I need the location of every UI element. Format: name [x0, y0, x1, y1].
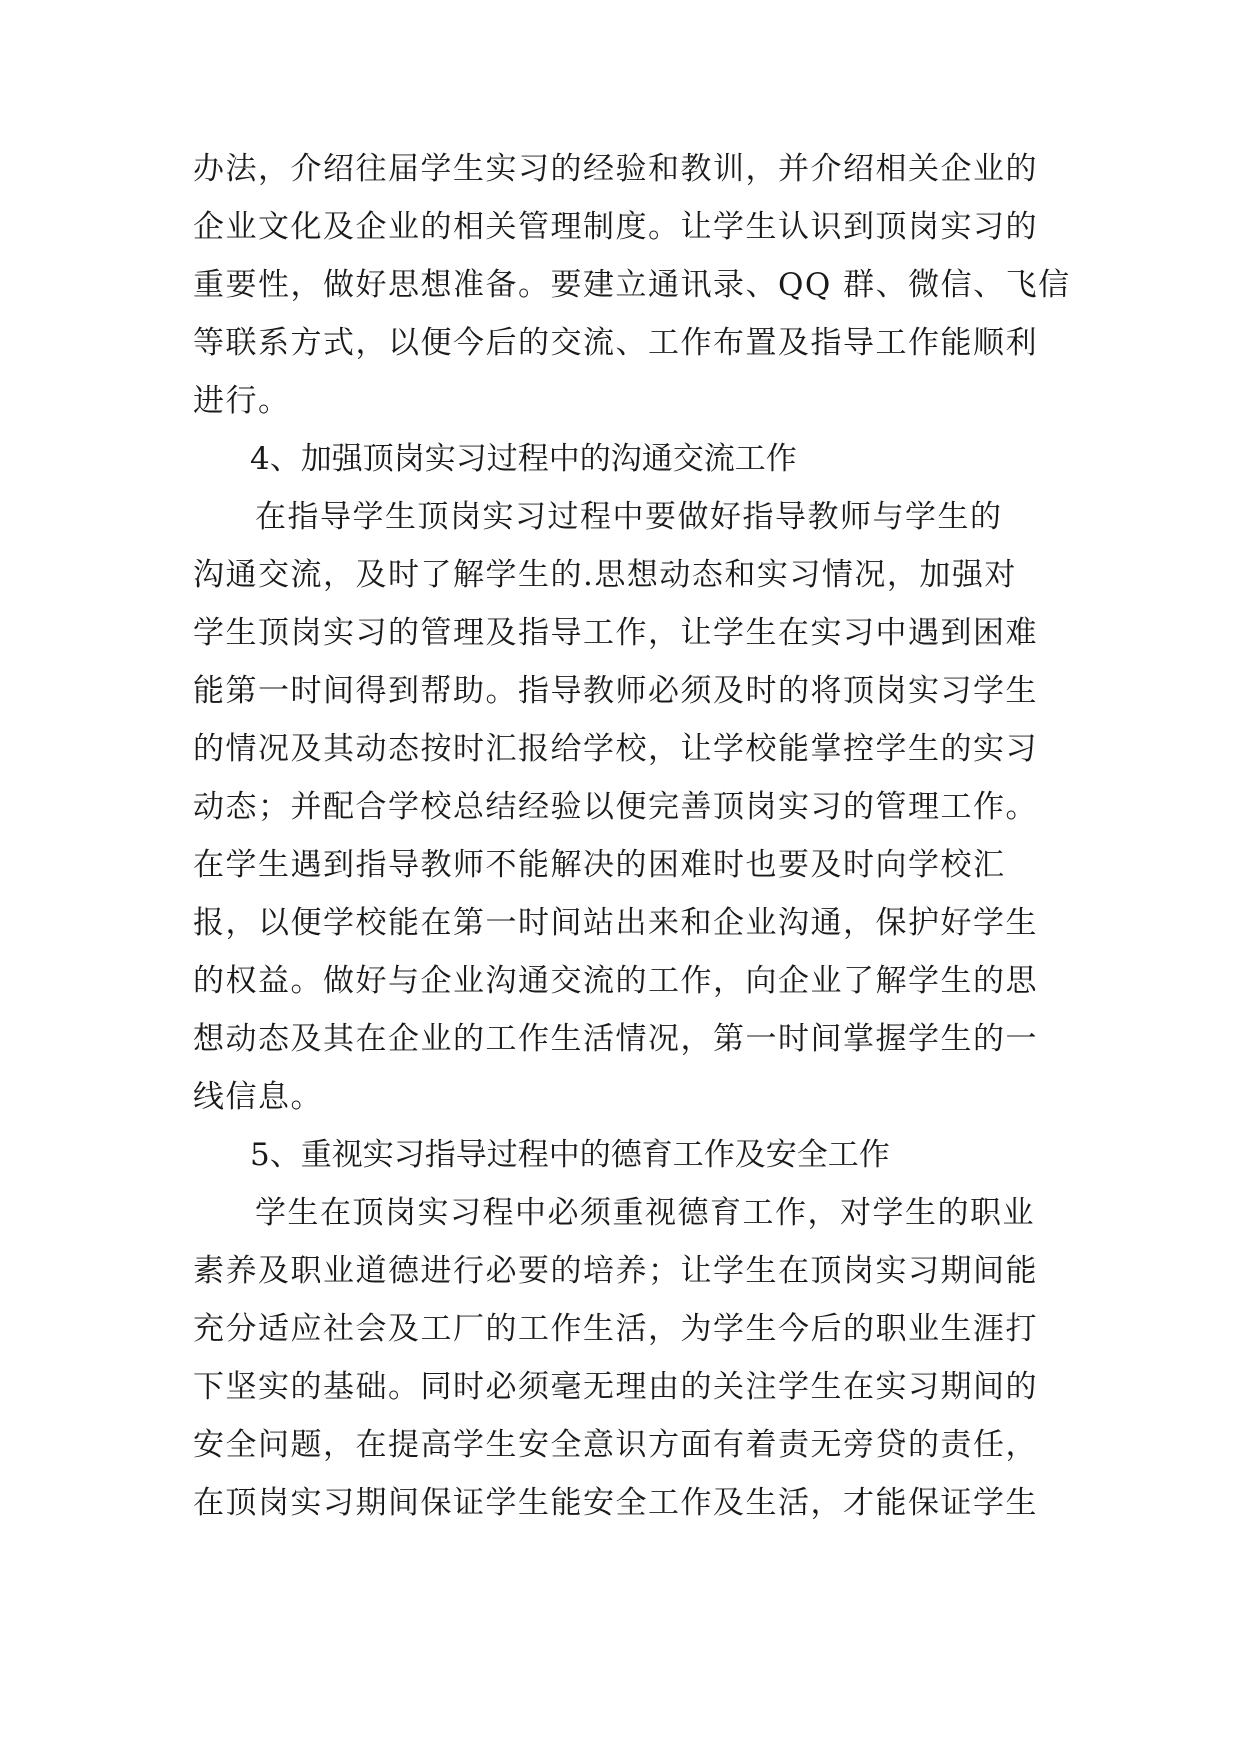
body-text-line: 能第一时间得到帮助。指导教师必须及时的将顶岗实习学生 — [193, 673, 1038, 709]
body-text-line: 办法，介绍往届学生实习的经验和教训，并介绍相关企业的 — [193, 151, 1038, 187]
body-text-line: 充分适应社会及工厂的工作生活，为学生今后的职业生涯打 — [193, 1311, 1038, 1347]
body-text-line: 想动态及其在企业的工作生活情况，第一时间掌握学生的一 — [193, 1021, 1038, 1057]
body-text-line: 在顶岗实习期间保证学生能安全工作及生活，才能保证学生 — [193, 1485, 1038, 1521]
body-text-line: 学生顶岗实习的管理及指导工作，让学生在实习中遇到困难 — [193, 615, 1038, 651]
section-heading: 5、重视实习指导过程中的德育工作及安全工作 — [250, 1137, 890, 1173]
body-text-line: 学生在顶岗实习程中必须重视德育工作，对学生的职业 — [255, 1195, 1035, 1231]
section-heading: 4、加强顶岗实习过程中的沟通交流工作 — [250, 441, 797, 477]
body-text-line: 报，以便学校能在第一时间站出来和企业沟通，保护好学生 — [193, 905, 1038, 941]
body-text-line: 重要性，做好思想准备。要建立通讯录、QQ 群、微信、飞信 — [193, 267, 1071, 303]
body-text-line: 沟通交流，及时了解学生的.思想动态和实习情况，加强对 — [193, 557, 1017, 593]
body-text-line: 素养及职业道德进行必要的培养；让学生在顶岗实习期间能 — [193, 1253, 1038, 1289]
body-text-line: 企业文化及企业的相关管理制度。让学生认识到顶岗实习的 — [193, 209, 1038, 245]
body-text-line: 下坚实的基础。同时必须毫无理由的关注学生在实习期间的 — [193, 1369, 1038, 1405]
body-text-line: 安全问题，在提高学生安全意识方面有着责无旁贷的责任， — [193, 1427, 1038, 1463]
body-text-line: 动态；并配合学校总结经验以便完善顶岗实习的管理工作。 — [193, 789, 1038, 825]
body-text-line: 在指导学生顶岗实习过程中要做好指导教师与学生的 — [255, 499, 1003, 535]
body-text-line: 等联系方式，以便今后的交流、工作布置及指导工作能顺利 — [193, 325, 1038, 361]
body-text-line: 进行。 — [193, 383, 291, 419]
body-text-line: 线信息。 — [193, 1079, 323, 1115]
body-text-line: 的权益。做好与企业沟通交流的工作，向企业了解学生的思 — [193, 963, 1038, 999]
body-text-line: 的情况及其动态按时汇报给学校，让学校能掌控学生的实习 — [193, 731, 1038, 767]
body-text-line: 在学生遇到指导教师不能解决的困难时也要及时向学校汇 — [193, 847, 1006, 883]
